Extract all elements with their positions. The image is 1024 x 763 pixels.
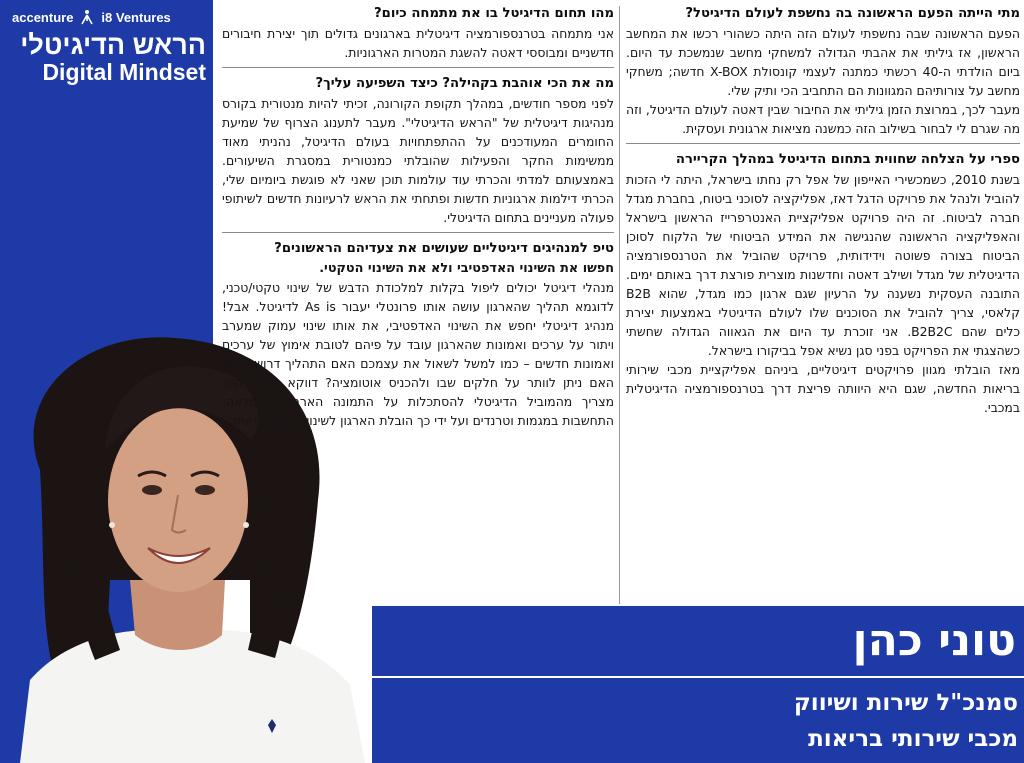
i8-logo-icon [79, 9, 95, 25]
question-community: מה את הכי אוהבת בקהילה? כיצד השפיעה עליך? [315, 76, 614, 91]
answer-first-exposure-p1: הפעם הראשונה שבה נחשפתי לעולם הזה היתה כשהורי רכשו את המחשב הראשון, אז גיליתי את אהבתי הגדולה למשחקי מחשב שנמשכת עד היום. ביום הולדתי ה-40 רכשתי כמתנה לעצמי קונסולת X-BOX חדשה; משחקי מחשב על צורותיהם המגוונות הם התחביב הכי ותיק שלי. [626, 26, 1021, 98]
question-tip: טיפ למנהיגים דיגיטליים שעושים את צעדיהם הראשונים? [274, 241, 614, 256]
person-organization: מכבי שירותי בריאות [808, 726, 1018, 752]
left-column [222, 4, 614, 430]
answer-success-p1: בשנת 2010, כשמכשירי האייפון של אפל רק נחתו בישראל, היתה לי הזכות להוביל ולנהל את פרויקט הדגל דאז, אפליקציה לסוכני ביטוח, בחברת מגדל חברה לביטוח. זה היה פרויקט אפליקציית האנטרפרייז הראשון בישראל והאפליקציה הראשונה שהנגישה את המידע הביטוחי של הלקוח לסוכן הביטוח בצורה פשוטה וידידותית, פרויקט שהוביל את הטרנספורמציה הדיגיטלית של מגדל ושילב דאטה וחדשנות מוצרית פורצת דרך באותם ימים. התובנה העסקית נשענה על הרעיון שגם ארגון כמו מגדל, שהוא B2B קלאסי, צריך להוביל את הסוכנים שלו לעולם הדיגיטלי באמצעות יצירת כלים שהם B2B2C. אני זוכרת עד היום את הגאווה הגדולה שחשתי כשהצגתי את הפרויקט בפני סגן נשיא אפל בביקורו בישראל. [626, 172, 1021, 358]
tip-headline: חפשו את השינוי האדפטיבי ולא את השינוי הטקטי. [319, 261, 614, 276]
person-name: טוני כהן [852, 615, 1016, 666]
partner-logo-text: i8 Ventures [101, 9, 171, 25]
logo-row [12, 8, 207, 26]
column-divider [619, 6, 620, 604]
divider [222, 67, 614, 68]
accenture-logo-text: accenture [12, 9, 74, 25]
answer-first-exposure-p2: מעבר לכך, במרוצת הזמן גיליתי את החיבור שבין דאטה לעולם הדיגיטל, וזה מה שגרם לי לבחור בשילוב הזה כמשנה מציאות ארגונית ועסקית. [626, 102, 1020, 136]
name-divider [372, 676, 1024, 678]
question-specialty: מהו תחום הדיגיטל בו את מתמחה כיום? [374, 6, 614, 21]
divider [222, 232, 614, 233]
brand-subtitle: Digital Mindset [42, 59, 206, 85]
answer-tip: מנהלי דיגיטל יכולים ליפול בקלות למלכודת הדבש של שינוי טקטי/טכני, לדוגמא תהליך שהארגון עושה אותו פרונטלי יעבור As is לדיגיטל. אבל! מנהיג דיגיטלי יחפש את השינוי האדפטיבי, את אותו שינוי עמוק שמערב ויתור על ערכים ואמונות שהארגון עובד על פיהם לטובת אימוץ של ערכים ואמונות חדשים – כמו למשל לשאול את עצמכם האם התהליך דרוש כיום? האם ניתן לוותר על חלקים שבו ולהכניס אוטומציה? דווקא השינוי הזה מצריך מהמוביל הדיגיטלי להסתכלות על התמונה הארגונית המלאה, התחשבות במגמות וטרנדים ועל ידי כך הובלת הארגון לשינוי משמעותי יותר. [222, 280, 614, 428]
answer-specialty: אני מתמחה בטרנספורמציה דיגיטלית בארגונים גדולים תוך יצירת חיבורים חדשניים ומבוססי דאטה להשגת המטרות הארגוניות. [222, 26, 614, 60]
divider [626, 143, 1020, 144]
question-success: ספרי על הצלחה שחווית בתחום הדיגיטל במהלך הקריירה [675, 152, 1020, 167]
question-first-exposure: מתי הייתה הפעם הראשונה בה נחשפת לעולם הדיגיטל? [685, 6, 1020, 21]
answer-success-p2: מאז הובלתי מגוון פרויקטים דיגיטליים, ביניהם אפליקציית מכבי שירותי בריאות החדשה, שגם היא היוותה פריצת דרך בטרנספורמציה הדיגיטלית במכבי. [626, 362, 1020, 415]
answer-community: לפני מספר חודשים, במהלך תקופת הקורונה, זכיתי להיות מנטורית בקורס מנהיגות דיגיטלית של "הראש הדיגיטלי". מעבר לתענוג הצרוף של שמיעת החומרים המעודכנים על ההתפתחויות בעולם הדיגיטל, נהניתי מאוד ממשימות החקר והפעילות שהובלתי כמנטורית במסגרת השיעורים. באמצעותם למדתי והכרתי עוד עולמות תוכן שאני לא פוגשת ביומיום שלי, הכרתי דילמות ארגוניות חדשות ופתחתי את הראש לרעיונות חדשים לשיתופי פעולה מעניינים בתחום הדיגיטלי. [222, 96, 614, 225]
brand-title: הראש הדיגיטלי [20, 30, 206, 60]
right-column [626, 4, 1020, 417]
person-title: סמנכ"ל שירות ושיווק [793, 690, 1018, 716]
